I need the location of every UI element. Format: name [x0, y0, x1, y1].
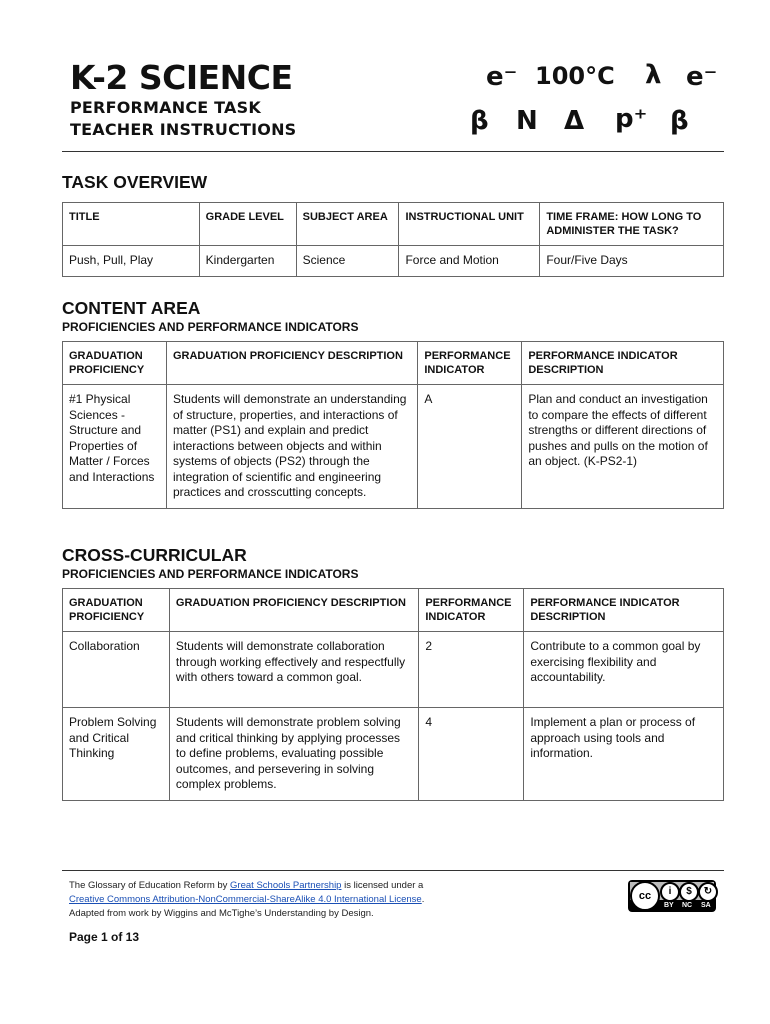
table-cell: 2	[419, 632, 524, 708]
symbol-beta: β	[470, 106, 489, 136]
cross-curricular-table	[62, 588, 724, 801]
cc-icon: cc	[630, 881, 660, 911]
header-cell: TIME FRAME: HOW LONG TO ADMINISTER THE TASK?	[540, 203, 724, 246]
great-schools-link[interactable]: Great Schools Partnership	[230, 880, 342, 891]
table-cell: Force and Motion	[399, 246, 540, 277]
footer-divider	[62, 870, 724, 871]
subtitle-line1: PERFORMANCE TASK	[70, 98, 261, 117]
header-cell: GRADE LEVEL	[199, 203, 296, 246]
table-cell: Push, Pull, Play	[63, 246, 200, 277]
cc-label-sa: SA	[701, 902, 711, 909]
header-cell: GRADUATION PROFICIENCY DESCRIPTION	[169, 589, 418, 632]
symbol-lambda: λ	[645, 60, 662, 90]
table-cell: Contribute to a common goal by exercising flexibility and accountability.	[524, 632, 724, 708]
sa-icon: ↻	[698, 882, 718, 902]
header-cell: PERFORMANCE INDICATOR DESCRIPTION	[524, 589, 724, 632]
table-row	[63, 708, 724, 801]
table-cell: Four/Five Days	[540, 246, 724, 277]
table-cell: Kindergarten	[199, 246, 296, 277]
table-cell: Implement a plan or process of approach using tools and information.	[524, 708, 724, 801]
footer-text-4: Adapted from work by Wiggins and McTighe’s Understanding by Design.	[69, 908, 374, 919]
task-overview-table	[62, 202, 724, 277]
table-row	[63, 632, 724, 708]
symbol-temperature: 100°C	[535, 62, 615, 90]
header-cell: GRADUATION PROFICIENCY	[63, 342, 167, 385]
task-overview-heading: TASK OVERVIEW	[62, 172, 208, 192]
header-cell: TITLE	[63, 203, 200, 246]
footer-text-1: The Glossary of Education Reform by	[69, 880, 231, 891]
header-cell: PERFORMANCE INDICATOR DESCRIPTION	[522, 342, 724, 385]
nc-icon: $	[679, 882, 699, 902]
table-cell: Problem Solving and Critical Thinking	[63, 708, 170, 801]
symbol-nitrogen: N	[516, 106, 538, 136]
content-area-table	[62, 341, 724, 509]
table-row	[63, 385, 724, 509]
symbol-delta: Δ	[564, 106, 585, 136]
by-icon: i	[660, 882, 680, 902]
content-area-subheading: PROFICIENCIES AND PERFORMANCE INDICATORS	[62, 320, 359, 334]
symbol-beta-2: β	[670, 106, 689, 136]
footer-license-text	[69, 879, 424, 921]
table-header-row	[63, 342, 724, 385]
symbol-electron-2: e⁻	[686, 62, 718, 92]
table-cell: Students will demonstrate an understanding of structure, properties, and interactions of matter (PS1) and explain and predict interactions between objects and within systems of objects (PS2) through the integration of scientific and engineering practices and crosscutting concepts.	[166, 385, 417, 509]
header-cell: GRADUATION PROFICIENCY DESCRIPTION	[166, 342, 417, 385]
table-cell: 4	[419, 708, 524, 801]
cc-license-link[interactable]: Creative Commons Attribution-NonCommercial-ShareAlike 4.0 International License	[69, 894, 422, 905]
table-row	[63, 246, 724, 277]
table-cell: #1 Physical Sciences - Structure and Properties of Matter / Forces and Interactions	[63, 385, 167, 509]
header-cell: INSTRUCTIONAL UNIT	[399, 203, 540, 246]
header-divider	[62, 151, 724, 152]
page-number: Page 1 of 13	[69, 930, 140, 944]
table-cell: Students will demonstrate collaboration through working effectively and respectfully with others toward a common goal.	[169, 632, 418, 708]
content-area-heading: CONTENT AREA	[62, 298, 201, 318]
table-cell: Science	[296, 246, 399, 277]
header-cell: PERFORMANCE INDICATOR	[418, 342, 522, 385]
footer-text-2: is licensed under a	[341, 880, 424, 891]
footer-text-3: .	[421, 894, 425, 905]
cc-license-badge[interactable]	[628, 880, 716, 912]
cc-label-by: BY	[664, 902, 674, 909]
cross-curricular-heading: CROSS-CURRICULAR	[62, 545, 247, 565]
table-cell: A	[418, 385, 522, 509]
subtitle-line2: TEACHER INSTRUCTIONS	[70, 120, 297, 139]
cc-label-nc: NC	[682, 902, 693, 909]
table-cell: Collaboration	[63, 632, 170, 708]
table-header-row	[63, 203, 724, 246]
header-cell: SUBJECT AREA	[296, 203, 399, 246]
cross-curricular-subheading: PROFICIENCIES AND PERFORMANCE INDICATORS	[62, 567, 359, 581]
symbol-proton: p⁺	[615, 104, 648, 134]
table-header-row	[63, 589, 724, 632]
table-cell: Plan and conduct an investigation to compare the effects of different strengths or different directions of pushes and pulls on the motion of an object. (K-PS2-1)	[522, 385, 724, 509]
table-cell: Students will demonstrate problem solving and critical thinking by applying processes to define problems, evaluating possible outcomes, and persevering in solving complex problems.	[169, 708, 418, 801]
header-cell: GRADUATION PROFICIENCY	[63, 589, 170, 632]
symbol-electron: e⁻	[486, 62, 518, 92]
document-title: K-2 SCIENCE	[70, 58, 293, 97]
header-cell: PERFORMANCE INDICATOR	[419, 589, 524, 632]
